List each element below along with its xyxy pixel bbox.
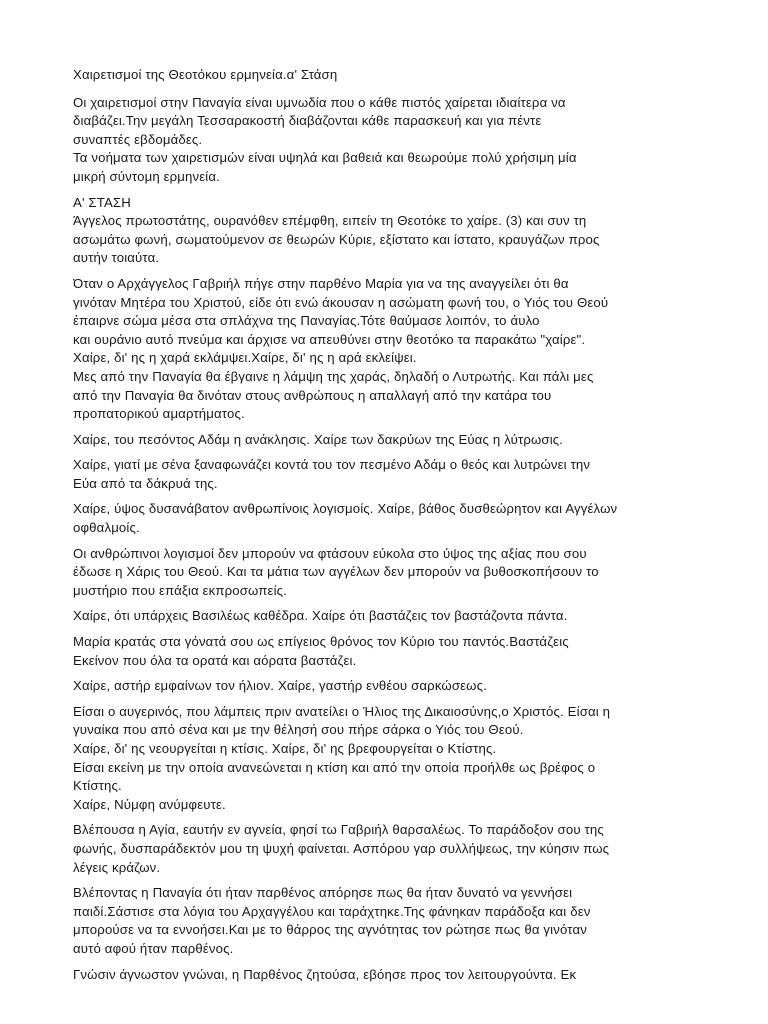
text-line: Τα νοήματα των χαιρετισμών είναι υψηλά και βαθειά και θεωρούμε πολύ χρήσιμη μία — [73, 150, 577, 166]
text-line: Χαίρε, δι' ης η χαρά εκλάμψει.Χαίρε, δι' ης η αρά εκλείψει. — [73, 350, 417, 366]
text-line: Χαίρε, Νύμφη ανύμφευτε. — [73, 796, 226, 812]
text-line: Α' ΣΤΑΣΗ — [73, 194, 131, 210]
paragraph — [73, 194, 733, 268]
text-line: Χαίρε, γιατί με σένα ξαναφωνάζει κοντά του τον πεσμένο Αδάμ ο θεός και λυτρώνει την — [73, 457, 591, 473]
paragraph — [73, 966, 733, 985]
paragraph — [73, 500, 733, 537]
paragraph — [73, 545, 733, 601]
text-line: προπατορικού αμαρτήματος. — [73, 406, 245, 422]
paragraph — [73, 456, 733, 493]
text-line: μικρή σύντομη ερμηνεία. — [73, 168, 220, 184]
paragraph — [73, 677, 733, 696]
paragraph — [73, 884, 733, 958]
text-line: Χαίρε, ότι υπάρχεις Βασιλέως καθέδρα. Χαίρε ότι βαστάζεις τον βαστάζοντα πάντα. — [73, 608, 568, 624]
text-line: φωνής, δυσπαράδεκτόν μου τη ψυχή φαίνεται. Ασπόρου γαρ συλλήψεως, την κύησιν πως — [73, 840, 610, 856]
text-line: διαβάζει.Την μεγάλη Τεσσαρακοστή διαβάζονται κάθε παρασκευή και για πέντε — [73, 113, 542, 129]
text-line: αυτό αφού ήταν παρθένος. — [73, 940, 234, 956]
document-title: Χαιρετισμοί της Θεοτόκου ερμηνεία.α' Στάση — [73, 67, 338, 82]
text-line: αυτήν τοιαύτα. — [73, 250, 160, 266]
text-line: ασωμάτω φωνή, σωματούμενον σε θεωρών Κύριε, εξίστατο και ίστατο, κραυγάζων προς — [73, 231, 600, 247]
text-line: Μαρία κρατάς στα γόνατά σου ως επίγειος θρόνος τον Κύριο του παντός.Βαστάζεις — [73, 634, 569, 650]
text-line: Εκείνον που όλα τα ορατά και αόρατα βαστάζει. — [73, 652, 357, 668]
text-line: Χαίρε, ύψος δυσανάβατον ανθρωπίνοις λογισμοίς. Χαίρε, βάθος δυσθεώρητον και Αγγέλων — [73, 501, 618, 517]
text-line: Γνώσιν άγνωστον γνώναι, η Παρθένος ζητούσα, εβόησε προς τον λειτουργούντα. Εκ — [73, 966, 577, 982]
text-line: παιδί.Σάστισε στα λόγια του Αρχαγγέλου και ταράχτηκε.Της φάνηκαν παράδοξα και δεν — [73, 903, 591, 919]
text-line: λέγεις κράζων. — [73, 859, 161, 875]
document-page — [73, 66, 733, 991]
text-line: Βλέποντας η Παναγία ότι ήταν παρθένος απόρησε πως θα ήταν δυνατό να γεννήσει — [73, 885, 573, 901]
paragraph — [73, 821, 733, 877]
text-line: γυναίκα που από σένα και με την θέλησή σου πήρε σάρκα ο Υιός του Θεού. — [73, 722, 524, 738]
text-line: έδωσε η Χάρις του Θεού. Και τα μάτια των αγγέλων δεν μπορούν να βυθοσκοπήσουν το — [73, 564, 599, 580]
text-line: μπορούσε να τα εννοήσει.Και με το θάρρος της αγνότητας τον ρώτησε πως θα γινόταν — [73, 922, 587, 938]
text-line: συναπτές εβδομάδες. — [73, 131, 203, 147]
text-line: Οι χαιρετισμοί στην Παναγία είναι υμνωδία που ο κάθε πιστός χαίρεται ιδιαίτερα να — [73, 94, 566, 110]
text-line: Εύα από τα δάκρυά της. — [73, 475, 218, 491]
paragraph — [73, 607, 733, 626]
text-line: και ουράνιο αυτό πνεύμα και άρχισε να απευθύνει στην θεοτόκο τα παρακάτω "χαίρε". — [73, 331, 586, 347]
text-line: Άγγελος πρωτοστάτης, ουρανόθεν επέμφθη, ειπείν τη Θεοτόκε το χαίρε. (3) και συν τη — [73, 213, 587, 229]
text-line: γινόταν Μητέρα του Χριστού, είδε ότι ενώ άκουσαν η ασώματη φωνή του, ο Υιός του Θεού — [73, 294, 609, 310]
text-line: Χαίρε, δι' ης νεουργείται η κτίσις. Χαίρε, δι' ης βρεφουργείται ο Κτίστης. — [73, 741, 497, 756]
text-line: μυστήριο που επάξια εκπροσωπείς. — [73, 582, 287, 598]
text-line: Κτίστης. — [73, 778, 122, 794]
paragraph — [73, 275, 733, 424]
text-line: Χαίρε, του πεσόντος Αδάμ η ανάκλησις. Χαίρε των δακρύων της Εύας η λύτρωσις. — [73, 431, 564, 447]
text-line: Είσαι ο αυγερινός, που λάμπεις πριν ανατείλει ο Ήλιος της Δικαιοσύνης,ο Χριστός. Είσαι η — [73, 703, 611, 719]
text-line: Βλέπουσα η Αγία, εαυτήν εν αγνεία, φησί τω Γαβριήλ θαρσαλέως. Το παράδοξον σου της — [73, 822, 604, 838]
paragraph — [73, 633, 733, 670]
paragraph — [73, 94, 733, 187]
text-line: από την Παναγία θα δινόταν στους ανθρώπους η απαλλαγή από την κατάρα του — [73, 387, 552, 403]
text-line: Μες από την Παναγία θα έβγαινε η λάμψη της χαράς, δηλαδή ο Λυτρωτής. Και πάλι μες — [73, 368, 594, 384]
text-line: Είσαι εκείνη με την οποία ανανεώνεται η κτίση και από την οποία προήλθε ως βρέφος ο — [73, 759, 596, 775]
text-line: Οι ανθρώπινοι λογισμοί δεν μπορούν να φτάσουν εύκολα στο ύψος της αξίας που σου — [73, 545, 587, 561]
text-line: έπαιρνε σώμα μέσα στα σπλάχνα της Παναγίας.Τότε θαύμασε λοιπόν, το άυλο — [73, 313, 540, 329]
paragraph — [73, 703, 733, 815]
paragraph — [73, 431, 733, 450]
text-line: Όταν ο Αρχάγγελος Γαβριήλ πήγε στην παρθένο Μαρία για να της αναγγείλει ότι θα — [73, 275, 569, 291]
text-line: Χαίρε, αστήρ εμφαίνων τον ήλιον. Χαίρε, γαστήρ ενθέου σαρκώσεως. — [73, 678, 487, 694]
text-line: οφθαλμοίς. — [73, 520, 140, 536]
